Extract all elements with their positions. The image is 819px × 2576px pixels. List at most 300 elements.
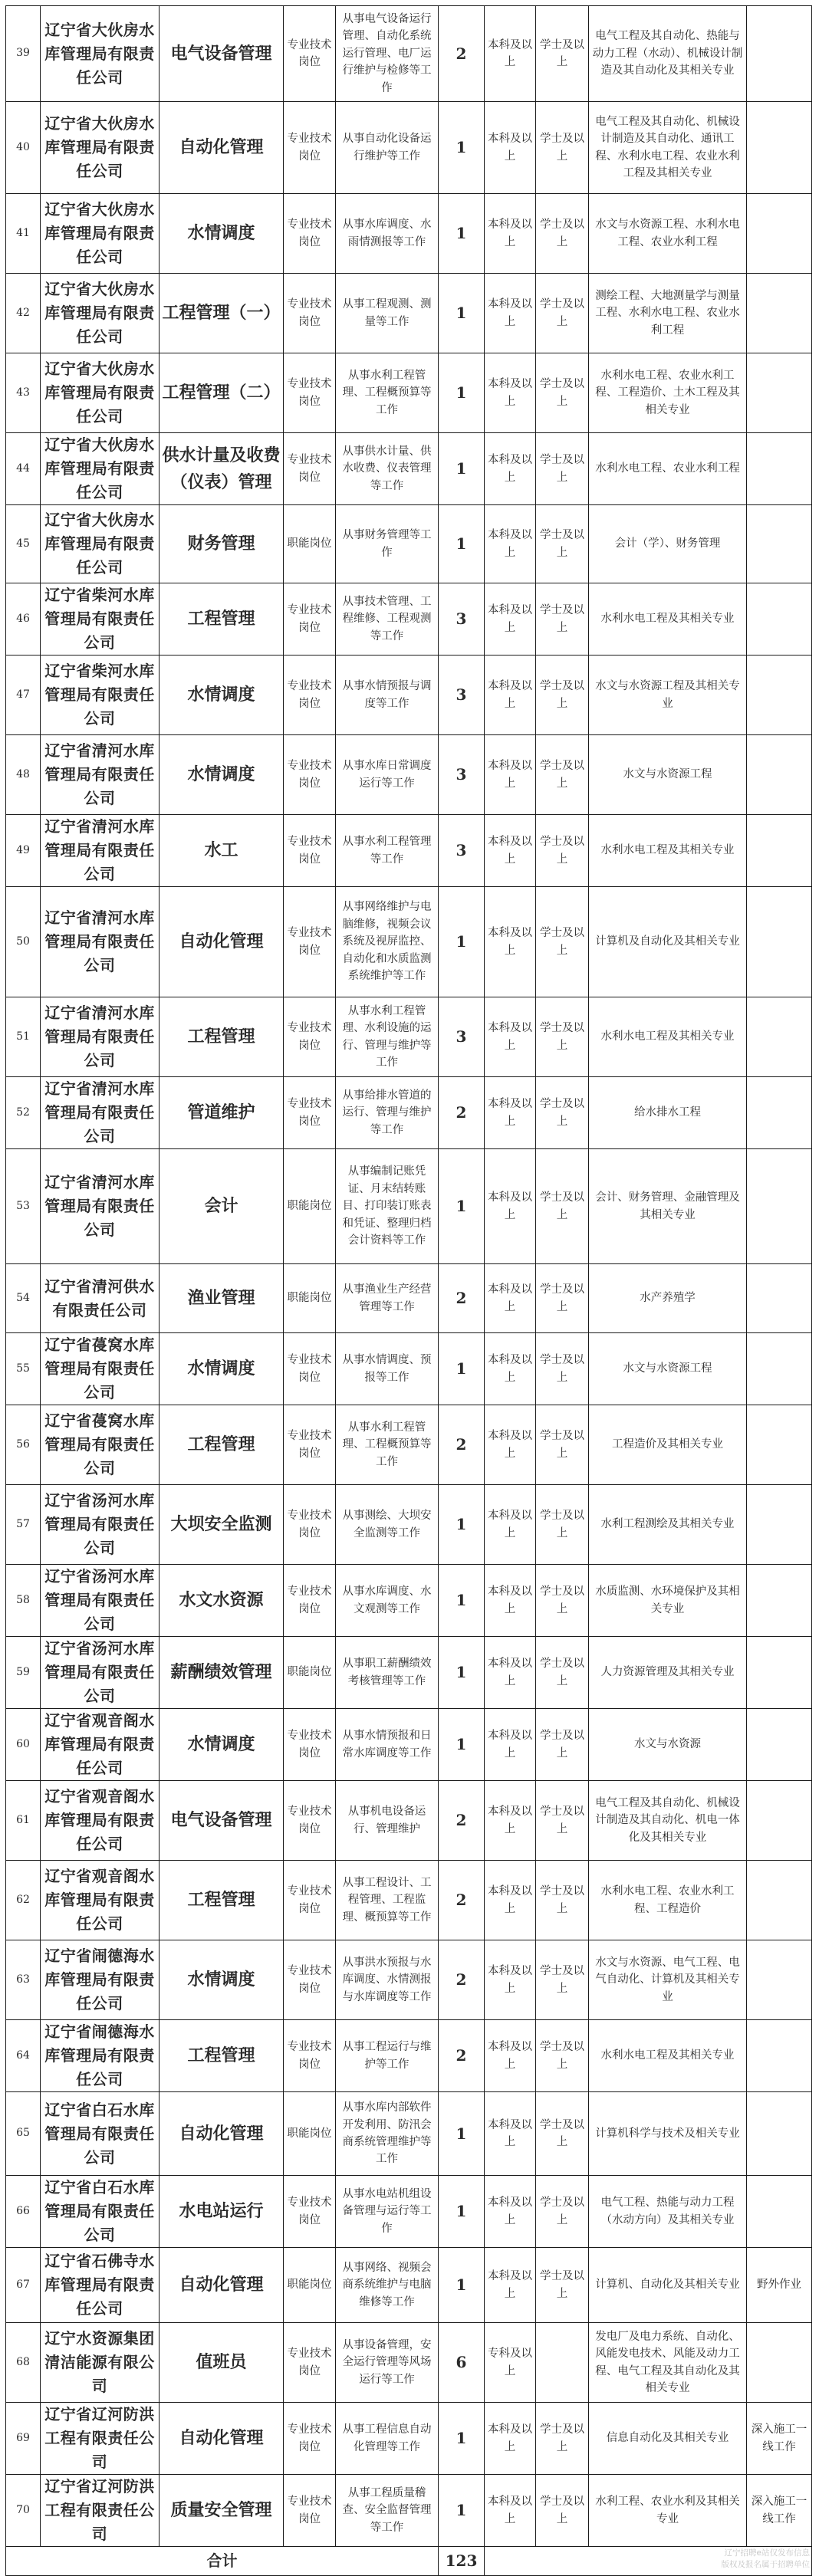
- cell-headcount: 2: [439, 1077, 485, 1149]
- cell-major: 水文与水资源: [589, 1709, 747, 1781]
- cell-job-duty: 从事职工薪酬绩效考核管理等工作: [336, 1637, 439, 1709]
- cell-employer: 辽宁省汤河水库管理局有限责任公司: [41, 1565, 160, 1637]
- cell-headcount: 1: [439, 2092, 485, 2176]
- cell-job-duty: 从事工程信息自动化管理等工作: [336, 2403, 439, 2475]
- cell-note: [747, 274, 812, 353]
- cell-note: [747, 1940, 812, 2020]
- cell-education: 本科及以上: [485, 194, 536, 274]
- cell-position-type: 职能岗位: [284, 2248, 336, 2323]
- table-row: [6, 583, 812, 656]
- cell-serial-no: 68: [6, 2323, 41, 2403]
- cell-job-duty: 从事技术管理、工程维修、工程观测等工作: [336, 583, 439, 656]
- cell-job-duty: 从事水库调度、水雨情测报等工作: [336, 194, 439, 274]
- cell-job-duty: 从事工程观测、测量等工作: [336, 274, 439, 353]
- cell-position-type: 专业技术岗位: [284, 1333, 336, 1405]
- cell-education: 本科及以上: [485, 1333, 536, 1405]
- cell-degree: 学士及以上: [536, 6, 589, 102]
- cell-position-name: 工程管理: [160, 997, 284, 1077]
- table-row: [6, 1149, 812, 1264]
- table-row: [6, 2323, 812, 2403]
- cell-major: 给水排水工程: [589, 1077, 747, 1149]
- cell-headcount: 1: [439, 2403, 485, 2475]
- cell-headcount: 1: [439, 2176, 485, 2248]
- cell-degree: 学士及以上: [536, 1781, 589, 1861]
- cell-major: 发电厂及电力系统、自动化、风能发电技术、风能及动力工程、电气工程及其自动化及其相关专业: [589, 2323, 747, 2403]
- cell-serial-no: 61: [6, 1781, 41, 1861]
- cell-major: 水文与水资源、电气工程、电气自动化、计算机及其相关专业: [589, 1940, 747, 2020]
- table-row: [6, 2020, 812, 2092]
- cell-position-name: 工程管理（一）: [160, 274, 284, 353]
- cell-serial-no: 49: [6, 815, 41, 887]
- cell-note: [747, 1565, 812, 1637]
- cell-job-duty: 从事自动化设备运行维护等工作: [336, 102, 439, 194]
- cell-position-type: 职能岗位: [284, 1149, 336, 1264]
- cell-degree: 学士及以上: [536, 1405, 589, 1485]
- cell-major: 会计（学）、财务管理: [589, 505, 747, 583]
- cell-position-name: 水情调度: [160, 1940, 284, 2020]
- cell-position-name: 工程管理: [160, 583, 284, 656]
- cell-position-type: 专业技术岗位: [284, 1077, 336, 1149]
- cell-job-duty: 从事水库内部软件开发利用、防汛会商系统管理维护等工作: [336, 2092, 439, 2176]
- cell-degree: 学士及以上: [536, 2092, 589, 2176]
- cell-position-type: 专业技术岗位: [284, 6, 336, 102]
- cell-employer: 辽宁省大伙房水库管理局有限责任公司: [41, 102, 160, 194]
- cell-education: 本科及以上: [485, 1485, 536, 1565]
- cell-position-name: 薪酬绩效管理: [160, 1637, 284, 1709]
- total-blank: [485, 2547, 812, 2576]
- cell-job-duty: 从事渔业生产经营管理等工作: [336, 1264, 439, 1333]
- cell-major: 水利水电工程及其相关专业: [589, 583, 747, 656]
- cell-position-type: 专业技术岗位: [284, 194, 336, 274]
- total-count: 123: [439, 2547, 485, 2576]
- cell-employer: 辽宁省柴河水库管理局有限责任公司: [41, 583, 160, 656]
- cell-position-name: 工程管理: [160, 2020, 284, 2092]
- cell-position-type: 专业技术岗位: [284, 2403, 336, 2475]
- cell-employer: 辽宁省大伙房水库管理局有限责任公司: [41, 353, 160, 433]
- cell-employer: 辽宁省观音阁水库管理局有限责任公司: [41, 1781, 160, 1861]
- cell-employer: 辽宁省清河水库管理局有限责任公司: [41, 887, 160, 997]
- cell-position-type: 专业技术岗位: [284, 1405, 336, 1485]
- cell-degree: 学士及以上: [536, 997, 589, 1077]
- cell-note: [747, 735, 812, 815]
- cell-note: [747, 1405, 812, 1485]
- cell-note: 深入施工一线工作: [747, 2475, 812, 2547]
- cell-position-name: 水情调度: [160, 1333, 284, 1405]
- cell-employer: 辽宁省闹德海水库管理局有限责任公司: [41, 1940, 160, 2020]
- cell-employer: 辽宁省柴河水库管理局有限责任公司: [41, 656, 160, 735]
- cell-position-name: 水工: [160, 815, 284, 887]
- cell-major: 电气工程及其自动化、机械设计制造及其自动化、机电一体化及其相关专业: [589, 1781, 747, 1861]
- cell-degree: 学士及以上: [536, 2403, 589, 2475]
- cell-job-duty: 从事电气设备运行管理、自动化系统运行管理、电厂运行维护与检修等工作: [336, 6, 439, 102]
- cell-position-name: 管道维护: [160, 1077, 284, 1149]
- cell-education: 本科及以上: [485, 1709, 536, 1781]
- table-row: [6, 887, 812, 997]
- cell-serial-no: 60: [6, 1709, 41, 1781]
- cell-note: [747, 887, 812, 997]
- cell-headcount: 2: [439, 1781, 485, 1861]
- table-row: [6, 2475, 812, 2547]
- cell-education: 本科及以上: [485, 6, 536, 102]
- cell-major: 会计、财务管理、金融管理及其相关专业: [589, 1149, 747, 1264]
- cell-job-duty: 从事水电站机组设备管理与运行等工作: [336, 2176, 439, 2248]
- cell-job-duty: 从事编制记账凭证、月末结转账目、打印装订账表和凭证、整理归档会计资料等工作: [336, 1149, 439, 1264]
- cell-headcount: 3: [439, 656, 485, 735]
- table-row: [6, 1940, 812, 2020]
- table-row: [6, 2092, 812, 2176]
- cell-employer: 辽宁省清河水库管理局有限责任公司: [41, 1077, 160, 1149]
- cell-job-duty: 从事水利工程管理等工作: [336, 815, 439, 887]
- cell-position-type: 专业技术岗位: [284, 1709, 336, 1781]
- cell-note: [747, 656, 812, 735]
- table-row: [6, 997, 812, 1077]
- cell-position-type: 专业技术岗位: [284, 2176, 336, 2248]
- cell-employer: 辽宁省清河水库管理局有限责任公司: [41, 997, 160, 1077]
- cell-education: 本科及以上: [485, 1077, 536, 1149]
- table-row: [6, 1709, 812, 1781]
- cell-major: 电气工程及其自动化、机械设计制造及其自动化、通讯工程、水利水电工程、农业水利工程及其相关专业: [589, 102, 747, 194]
- cell-employer: 辽宁省汤河水库管理局有限责任公司: [41, 1485, 160, 1565]
- cell-headcount: 2: [439, 6, 485, 102]
- cell-position-name: 财务管理: [160, 505, 284, 583]
- cell-job-duty: 从事水情预报和日常水库调度等工作: [336, 1709, 439, 1781]
- cell-position-name: 大坝安全监测: [160, 1485, 284, 1565]
- cell-serial-no: 58: [6, 1565, 41, 1637]
- cell-position-name: 自动化管理: [160, 102, 284, 194]
- cell-major: 计算机及自动化及其相关专业: [589, 887, 747, 997]
- cell-note: [747, 2176, 812, 2248]
- cell-headcount: 1: [439, 274, 485, 353]
- cell-education: 本科及以上: [485, 815, 536, 887]
- cell-major: 计算机科学与技术及相关专业: [589, 2092, 747, 2176]
- cell-position-type: 职能岗位: [284, 2092, 336, 2176]
- cell-education: 本科及以上: [485, 1565, 536, 1637]
- table-row: [6, 1781, 812, 1861]
- cell-note: [747, 2092, 812, 2176]
- cell-employer: 辽宁省葠窝水库管理局有限责任公司: [41, 1333, 160, 1405]
- cell-position-name: 会计: [160, 1149, 284, 1264]
- cell-job-duty: 从事网络、视频会商系统维护与电脑维修等工作: [336, 2248, 439, 2323]
- table-row: [6, 2403, 812, 2475]
- cell-note: [747, 353, 812, 433]
- cell-major: 电气工程、热能与动力工程（水动方向）及其相关专业: [589, 2176, 747, 2248]
- cell-position-type: 职能岗位: [284, 1264, 336, 1333]
- cell-serial-no: 47: [6, 656, 41, 735]
- cell-education: 本科及以上: [485, 735, 536, 815]
- cell-education: 本科及以上: [485, 2176, 536, 2248]
- cell-serial-no: 39: [6, 6, 41, 102]
- cell-job-duty: 从事财务管理等工作: [336, 505, 439, 583]
- cell-degree: 学士及以上: [536, 1861, 589, 1940]
- cell-degree: 学士及以上: [536, 887, 589, 997]
- cell-position-type: 专业技术岗位: [284, 815, 336, 887]
- cell-degree: 学士及以上: [536, 583, 589, 656]
- cell-education: 本科及以上: [485, 2020, 536, 2092]
- cell-serial-no: 65: [6, 2092, 41, 2176]
- cell-note: [747, 997, 812, 1077]
- cell-headcount: 1: [439, 2248, 485, 2323]
- cell-degree: 学士及以上: [536, 194, 589, 274]
- cell-headcount: 3: [439, 735, 485, 815]
- cell-position-type: 专业技术岗位: [284, 997, 336, 1077]
- cell-job-duty: 从事工程设计、工程管理、工程监理、概预算等工作: [336, 1861, 439, 1940]
- cell-degree: 学士及以上: [536, 815, 589, 887]
- cell-major: 水利水电工程及其相关专业: [589, 815, 747, 887]
- cell-position-type: 专业技术岗位: [284, 1565, 336, 1637]
- cell-note: [747, 194, 812, 274]
- cell-job-duty: 从事给排水管道的运行、管理与维护等工作: [336, 1077, 439, 1149]
- cell-serial-no: 44: [6, 433, 41, 505]
- cell-serial-no: 63: [6, 1940, 41, 2020]
- cell-position-type: 职能岗位: [284, 505, 336, 583]
- cell-major: 工程造价及其相关专业: [589, 1405, 747, 1485]
- table-row: [6, 1485, 812, 1565]
- cell-education: 本科及以上: [485, 1637, 536, 1709]
- cell-employer: 辽宁省辽河防洪工程有限责任公司: [41, 2403, 160, 2475]
- cell-job-duty: 从事水利工程管理、工程概预算等工作: [336, 1405, 439, 1485]
- cell-position-type: 专业技术岗位: [284, 433, 336, 505]
- cell-employer: 辽宁省大伙房水库管理局有限责任公司: [41, 433, 160, 505]
- cell-education: 本科及以上: [485, 656, 536, 735]
- cell-employer: 辽宁省闹德海水库管理局有限责任公司: [41, 2020, 160, 2092]
- table-row: [6, 1405, 812, 1485]
- cell-education: 本科及以上: [485, 2403, 536, 2475]
- cell-headcount: 6: [439, 2323, 485, 2403]
- cell-position-name: 自动化管理: [160, 2403, 284, 2475]
- cell-degree: 学士及以上: [536, 1264, 589, 1333]
- cell-headcount: 3: [439, 583, 485, 656]
- cell-position-type: 专业技术岗位: [284, 656, 336, 735]
- watermark-line-1: 辽宁招聘e站仅发布信息: [724, 2548, 810, 2558]
- table-row: [6, 2248, 812, 2323]
- cell-note: [747, 1485, 812, 1565]
- table-row: [6, 1861, 812, 1940]
- cell-employer: 辽宁省汤河水库管理局有限责任公司: [41, 1637, 160, 1709]
- cell-major: 水利水电工程、农业水利工程、工程造价、土木工程及其相关专业: [589, 353, 747, 433]
- cell-serial-no: 69: [6, 2403, 41, 2475]
- cell-serial-no: 56: [6, 1405, 41, 1485]
- cell-degree: 学士及以上: [536, 1077, 589, 1149]
- cell-headcount: 1: [439, 1565, 485, 1637]
- cell-serial-no: 55: [6, 1333, 41, 1405]
- cell-serial-no: 70: [6, 2475, 41, 2547]
- cell-headcount: 1: [439, 1709, 485, 1781]
- cell-serial-no: 46: [6, 583, 41, 656]
- cell-serial-no: 52: [6, 1077, 41, 1149]
- cell-serial-no: 54: [6, 1264, 41, 1333]
- cell-degree: 学士及以上: [536, 274, 589, 353]
- cell-headcount: 1: [439, 194, 485, 274]
- cell-employer: 辽宁省观音阁水库管理局有限责任公司: [41, 1709, 160, 1781]
- cell-note: 深入施工一线工作: [747, 2403, 812, 2475]
- cell-degree: 学士及以上: [536, 1485, 589, 1565]
- cell-degree: 学士及以上: [536, 2248, 589, 2323]
- cell-position-type: 专业技术岗位: [284, 735, 336, 815]
- table-row: [6, 6, 812, 102]
- cell-degree: 学士及以上: [536, 353, 589, 433]
- cell-employer: 辽宁省白石水库管理局有限责任公司: [41, 2092, 160, 2176]
- recruitment-table: [5, 5, 812, 2576]
- cell-major: 电气工程及其自动化、热能与动力工程（水动）、机械设计制造及其自动化及其相关专业: [589, 6, 747, 102]
- cell-major: 水利水电工程及其相关专业: [589, 997, 747, 1077]
- cell-position-type: 专业技术岗位: [284, 274, 336, 353]
- cell-headcount: 1: [439, 433, 485, 505]
- cell-job-duty: 从事洪水预报与水库调度、水情测报与水库调度等工作: [336, 1940, 439, 2020]
- cell-position-name: 值班员: [160, 2323, 284, 2403]
- cell-position-name: 渔业管理: [160, 1264, 284, 1333]
- cell-job-duty: 从事机电设备运行、管理维护: [336, 1781, 439, 1861]
- cell-position-type: 专业技术岗位: [284, 1781, 336, 1861]
- cell-degree: 学士及以上: [536, 2176, 589, 2248]
- table-row: [6, 433, 812, 505]
- cell-position-type: 专业技术岗位: [284, 1861, 336, 1940]
- cell-serial-no: 43: [6, 353, 41, 433]
- total-row: [6, 2547, 812, 2576]
- cell-position-name: 电气设备管理: [160, 6, 284, 102]
- cell-note: [747, 433, 812, 505]
- cell-employer: 辽宁省大伙房水库管理局有限责任公司: [41, 505, 160, 583]
- table-row: [6, 1333, 812, 1405]
- cell-position-name: 水电站运行: [160, 2176, 284, 2248]
- cell-major: 水利水电工程、农业水利工程、工程造价: [589, 1861, 747, 1940]
- cell-serial-no: 42: [6, 274, 41, 353]
- cell-position-name: 自动化管理: [160, 2248, 284, 2323]
- cell-degree: 学士及以上: [536, 1333, 589, 1405]
- cell-degree: 学士及以上: [536, 102, 589, 194]
- cell-education: 本科及以上: [485, 2475, 536, 2547]
- cell-major: 水利工程测绘及其相关专业: [589, 1485, 747, 1565]
- cell-note: [747, 1861, 812, 1940]
- cell-position-type: 专业技术岗位: [284, 2323, 336, 2403]
- total-label: 合计: [6, 2547, 439, 2576]
- cell-serial-no: 66: [6, 2176, 41, 2248]
- cell-serial-no: 45: [6, 505, 41, 583]
- cell-employer: 辽宁省清河水库管理局有限责任公司: [41, 815, 160, 887]
- cell-employer: 辽宁省葠窝水库管理局有限责任公司: [41, 1405, 160, 1485]
- table-row: [6, 1077, 812, 1149]
- cell-education: 本科及以上: [485, 505, 536, 583]
- cell-note: [747, 815, 812, 887]
- cell-serial-no: 59: [6, 1637, 41, 1709]
- table-row: [6, 1264, 812, 1333]
- cell-headcount: 2: [439, 1940, 485, 2020]
- cell-position-type: 专业技术岗位: [284, 1485, 336, 1565]
- cell-degree: 学士及以上: [536, 505, 589, 583]
- table-row: [6, 656, 812, 735]
- table-row: [6, 102, 812, 194]
- cell-serial-no: 67: [6, 2248, 41, 2323]
- cell-position-type: 专业技术岗位: [284, 583, 336, 656]
- cell-note: [747, 1333, 812, 1405]
- cell-position-type: 专业技术岗位: [284, 102, 336, 194]
- cell-major: 水文与水资源工程及其相关专业: [589, 656, 747, 735]
- cell-note: [747, 1637, 812, 1709]
- cell-education: 本科及以上: [485, 1940, 536, 2020]
- cell-major: 水文与水资源工程、水利水电工程、农业水利工程: [589, 194, 747, 274]
- cell-degree: 学士及以上: [536, 433, 589, 505]
- cell-note: [747, 1077, 812, 1149]
- cell-headcount: 3: [439, 815, 485, 887]
- table-row: [6, 274, 812, 353]
- cell-education: 本科及以上: [485, 887, 536, 997]
- cell-position-name: 工程管理: [160, 1861, 284, 1940]
- cell-job-duty: 从事水情调度、预报等工作: [336, 1333, 439, 1405]
- cell-note: [747, 6, 812, 102]
- cell-headcount: 2: [439, 1861, 485, 1940]
- cell-position-name: 自动化管理: [160, 887, 284, 997]
- cell-job-duty: 从事水利工程管理、工程概预算等工作: [336, 353, 439, 433]
- cell-major: 测绘工程、大地测量学与测量工程、水利水电工程、农业水利工程: [589, 274, 747, 353]
- table-row: [6, 505, 812, 583]
- cell-position-name: 质量安全管理: [160, 2475, 284, 2547]
- cell-major: 信息自动化及其相关专业: [589, 2403, 747, 2475]
- table-row: [6, 2176, 812, 2248]
- cell-position-name: 工程管理: [160, 1405, 284, 1485]
- cell-degree: 学士及以上: [536, 1940, 589, 2020]
- cell-headcount: 2: [439, 2020, 485, 2092]
- cell-position-name: 水情调度: [160, 735, 284, 815]
- cell-degree: 学士及以上: [536, 2475, 589, 2547]
- cell-employer: 辽宁省辽河防洪工程有限责任公司: [41, 2475, 160, 2547]
- table-row: [6, 815, 812, 887]
- cell-employer: 辽宁省清河水库管理局有限责任公司: [41, 1149, 160, 1264]
- cell-headcount: 1: [439, 2475, 485, 2547]
- cell-major: 计算机、自动化及其相关专业: [589, 2248, 747, 2323]
- cell-position-name: 水情调度: [160, 194, 284, 274]
- cell-education: 本科及以上: [485, 1781, 536, 1861]
- cell-education: 专科及以上: [485, 2323, 536, 2403]
- cell-education: 本科及以上: [485, 1149, 536, 1264]
- table-row: [6, 735, 812, 815]
- cell-education: 本科及以上: [485, 433, 536, 505]
- cell-note: [747, 583, 812, 656]
- cell-education: 本科及以上: [485, 1861, 536, 1940]
- cell-employer: 辽宁省白石水库管理局有限责任公司: [41, 2176, 160, 2248]
- cell-position-type: 专业技术岗位: [284, 1940, 336, 2020]
- cell-note: [747, 505, 812, 583]
- cell-note: [747, 1264, 812, 1333]
- cell-note: [747, 102, 812, 194]
- cell-degree: 学士及以上: [536, 1565, 589, 1637]
- cell-position-name: 工程管理（二）: [160, 353, 284, 433]
- cell-position-type: 专业技术岗位: [284, 2475, 336, 2547]
- cell-education: 本科及以上: [485, 274, 536, 353]
- cell-employer: 辽宁水资源集团清洁能源有限公司: [41, 2323, 160, 2403]
- cell-serial-no: 41: [6, 194, 41, 274]
- cell-note: [747, 1781, 812, 1861]
- cell-major: 人力资源管理及其相关专业: [589, 1637, 747, 1709]
- cell-headcount: 1: [439, 887, 485, 997]
- cell-degree: 学士及以上: [536, 1637, 589, 1709]
- cell-headcount: 1: [439, 1637, 485, 1709]
- cell-position-type: 专业技术岗位: [284, 2020, 336, 2092]
- cell-major: 水文与水资源工程: [589, 1333, 747, 1405]
- cell-education: 本科及以上: [485, 2092, 536, 2176]
- cell-job-duty: 从事网络维护与电脑维修，视频会议系统及视屏监控、自动化和水质监测系统维护等工作: [336, 887, 439, 997]
- cell-job-duty: 从事水库日常调度运行等工作: [336, 735, 439, 815]
- cell-serial-no: 40: [6, 102, 41, 194]
- cell-education: 本科及以上: [485, 1405, 536, 1485]
- cell-degree: 学士及以上: [536, 1709, 589, 1781]
- cell-note: [747, 2020, 812, 2092]
- cell-job-duty: 从事工程运行与维护等工作: [336, 2020, 439, 2092]
- cell-employer: 辽宁省石佛寺水库管理局有限责任公司: [41, 2248, 160, 2323]
- cell-position-type: 专业技术岗位: [284, 887, 336, 997]
- cell-employer: 辽宁省清河供水有限责任公司: [41, 1264, 160, 1333]
- cell-job-duty: 从事测绘、大坝安全监测等工作: [336, 1485, 439, 1565]
- cell-serial-no: 53: [6, 1149, 41, 1264]
- cell-major: 水质监测、水环境保护及其相关专业: [589, 1565, 747, 1637]
